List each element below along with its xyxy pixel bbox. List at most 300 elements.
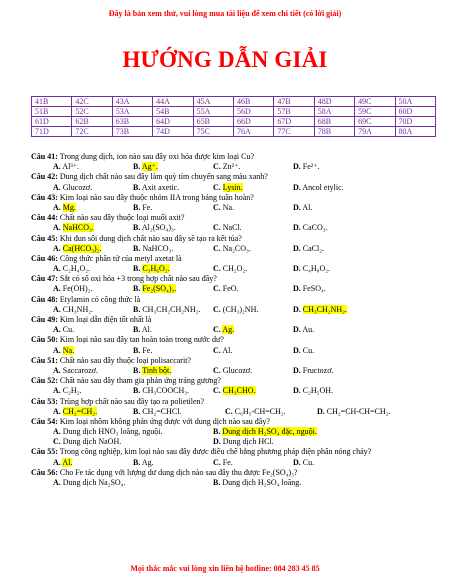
answer-key-cell: 44A xyxy=(153,97,193,107)
answer-key-cell: 43A xyxy=(112,97,152,107)
answer-option xyxy=(53,427,213,437)
answer-key-cell: 49C xyxy=(355,97,395,107)
option-text: Dung dịch H₂SO₄ loãng. xyxy=(222,478,302,487)
option-letter: A. xyxy=(53,243,61,253)
answer-key-cell: 55A xyxy=(193,107,233,117)
answer-key-table xyxy=(31,96,436,137)
option-text: Cu. xyxy=(302,457,315,467)
option-letter: A. xyxy=(53,264,61,274)
answer-option xyxy=(213,346,293,356)
answer-key-cell: 65B xyxy=(193,117,233,127)
question-stem xyxy=(31,335,441,345)
option-text: C₄H₈O₂. xyxy=(302,264,331,274)
answer-key-cell: 58A xyxy=(314,107,354,117)
question-number: Câu 47: xyxy=(31,274,58,284)
answer-options-row xyxy=(31,386,441,396)
answer-key-body xyxy=(32,97,436,137)
option-letter: C. xyxy=(53,437,61,447)
answer-key-row xyxy=(32,127,436,137)
answer-key-cell: 76A xyxy=(233,127,273,137)
answer-option xyxy=(213,244,293,254)
option-text: Fe. xyxy=(222,457,233,467)
option-text: Ag. xyxy=(141,457,154,467)
answer-key-cell: 51B xyxy=(32,107,72,117)
answer-options-row xyxy=(31,284,441,294)
question-stem xyxy=(31,254,441,264)
question-stem xyxy=(31,315,441,325)
question-text: Trùng hợp chất nào sau đây tạo ra polietilen? xyxy=(59,396,205,406)
answer-option xyxy=(53,325,133,335)
question-list xyxy=(31,152,441,488)
option-text: Cu. xyxy=(62,325,75,335)
answer-key-cell: 52C xyxy=(72,107,112,117)
answer-key-cell: 56D xyxy=(233,107,273,117)
answer-options-row xyxy=(31,366,441,376)
answer-option xyxy=(53,183,133,193)
answer-option xyxy=(133,346,213,356)
question-text: Chất nào sau đây thuộc loại muối axit? xyxy=(59,213,185,223)
question-number: Câu 41: xyxy=(31,152,58,161)
question-stem xyxy=(31,274,441,284)
answer-option xyxy=(213,366,293,376)
option-letter: D. xyxy=(293,345,301,355)
answer-key-cell: 77C xyxy=(274,127,314,137)
option-text: CH₂O₂. xyxy=(222,264,248,274)
option-letter: D. xyxy=(213,437,221,447)
answer-option xyxy=(53,203,133,213)
answer-option xyxy=(53,346,133,356)
correct-option-text: Ca(HCO₃)₂. xyxy=(62,243,102,253)
option-text: Fe²⁺. xyxy=(302,162,320,172)
answer-option xyxy=(133,264,213,274)
option-letter: D. xyxy=(293,304,301,314)
answer-options-row xyxy=(31,478,441,488)
question-text: Kim loại nào sau đây thuộc nhóm IIA trong bảng tuần hoàn? xyxy=(59,192,254,202)
option-text: Dung dịch HCl. xyxy=(222,437,274,447)
option-letter: A. xyxy=(53,304,61,314)
answer-key-cell: 41B xyxy=(32,97,72,107)
answer-option xyxy=(53,162,133,172)
option-letter: A. xyxy=(53,182,61,192)
option-letter: A. xyxy=(53,427,61,437)
question-stem xyxy=(31,447,441,457)
correct-option-text: Na. xyxy=(62,345,75,355)
correct-option-text: CH₂=CH₂. xyxy=(62,406,98,416)
option-letter: D. xyxy=(293,365,301,375)
option-text: C₂H₂. xyxy=(62,386,82,396)
answer-option xyxy=(293,366,373,376)
answer-option xyxy=(213,305,293,315)
question-number: Câu 51: xyxy=(31,355,58,365)
answer-key-cell: 75C xyxy=(193,127,233,137)
option-letter: A. xyxy=(53,406,61,416)
question-stem xyxy=(31,397,441,407)
answer-key-cell: 63B xyxy=(112,117,152,127)
option-letter: B. xyxy=(133,243,141,253)
answer-option xyxy=(133,407,225,417)
option-text: Dung dịch Na₂SO₄. xyxy=(62,478,126,487)
option-text: Glucozơ. xyxy=(62,182,93,192)
answer-option xyxy=(213,183,293,193)
answer-options-row xyxy=(31,458,441,468)
answer-option xyxy=(133,458,213,468)
question-text: Etylamin có công thức là xyxy=(59,294,141,304)
option-letter: D. xyxy=(293,386,301,396)
option-text: CH₂=CHCl. xyxy=(142,406,182,416)
option-letter: B. xyxy=(133,304,141,314)
option-text: CaCO₃. xyxy=(302,223,328,233)
option-letter: A. xyxy=(53,202,61,212)
option-letter: A. xyxy=(53,284,61,294)
answer-options-row xyxy=(31,407,441,417)
correct-option-text: Mg. xyxy=(62,202,76,212)
option-letter: D. xyxy=(293,325,301,335)
option-text: Al³⁺. xyxy=(62,162,79,172)
answer-option xyxy=(133,162,213,172)
answer-option xyxy=(293,284,373,294)
question-text: Trong công nghiệp, kim loại nào sau đây được điều chế bằng phương pháp điện phân nóng chảy? xyxy=(59,447,372,457)
question-text: Sắt có số oxi hóa +3 trong hợp chất nào sau đây? xyxy=(59,274,217,284)
answer-option xyxy=(213,458,293,468)
answer-key-cell: 48D xyxy=(314,97,354,107)
question-number: Câu 55: xyxy=(31,447,58,457)
option-text: Na. xyxy=(222,202,235,212)
answer-option xyxy=(133,386,213,396)
correct-option-text: C₃H₆O₂. xyxy=(142,264,170,274)
answer-key-cell: 66D xyxy=(233,117,273,127)
answer-key-cell: 72C xyxy=(72,127,112,137)
answer-key-cell: 67D xyxy=(274,117,314,127)
question-number: Câu 46: xyxy=(31,253,58,263)
option-letter: C. xyxy=(213,345,221,355)
option-text: Zn²⁺. xyxy=(222,162,241,172)
answer-option xyxy=(293,458,373,468)
question-text: Công thức phân tử của metyl axetat là xyxy=(59,253,182,263)
option-text: CH₃CH₂CH₂NH₂. xyxy=(142,304,201,314)
option-text: Al₂(SO₄)₃. xyxy=(141,223,176,233)
answer-options-row xyxy=(31,162,441,172)
option-letter: B. xyxy=(133,386,141,396)
answer-key-cell: 71D xyxy=(32,127,72,137)
answer-option xyxy=(53,223,133,233)
answer-option xyxy=(293,223,373,233)
answer-option xyxy=(53,305,133,315)
answer-options-row xyxy=(31,305,441,315)
option-text: (CH₃)₂NH. xyxy=(222,304,259,314)
option-letter: B. xyxy=(133,182,141,192)
option-text: Dung dịch NaOH. xyxy=(62,437,122,447)
option-text: Fe. xyxy=(142,202,153,212)
option-letter: B. xyxy=(133,406,141,416)
answer-key-cell: 59C xyxy=(355,107,395,117)
question-stem xyxy=(31,213,441,223)
correct-option-text: Ag. xyxy=(222,325,235,335)
option-letter: C. xyxy=(213,223,221,233)
option-text: C₆H₅-CH=CH₂. xyxy=(234,406,286,416)
option-letter: A. xyxy=(53,162,61,172)
option-text: Na₂CO₃. xyxy=(222,243,251,253)
option-text: CH₃NH₂. xyxy=(62,304,94,314)
option-letter: A. xyxy=(53,478,61,487)
option-text: CH₂=CH-CH=CH₂. xyxy=(326,406,391,416)
question-stem xyxy=(31,152,441,162)
option-letter: D. xyxy=(293,457,301,467)
option-letter: C. xyxy=(213,284,221,294)
question-text: Cho Fe tác dụng với lượng dư dung dịch nào sau đây thu được Fe₂(SO₄)₃? xyxy=(59,467,298,477)
option-letter: A. xyxy=(53,325,61,335)
question-text: Dung dịch chất nào sau đây làm quỳ tím chuyển sang màu xanh? xyxy=(59,172,268,182)
option-letter: C. xyxy=(225,406,233,416)
page-title: HƯỚNG DẪN GIẢI xyxy=(122,47,328,72)
answer-options-row xyxy=(31,223,441,233)
question-number: Câu 52: xyxy=(31,376,58,386)
option-letter: C. xyxy=(213,243,221,253)
hotline-footer: Mọi thắc mắc vui lòng xin liên hệ hotline: 084 283 45 85 xyxy=(130,564,320,573)
answer-key-cell: 60D xyxy=(395,107,435,117)
option-letter: D. xyxy=(293,284,301,294)
option-text: Au. xyxy=(302,325,315,335)
option-text: Axit axetic. xyxy=(141,182,180,192)
option-text: Dung dịch HNO₃ loãng, nguội. xyxy=(62,427,163,437)
option-letter: A. xyxy=(53,386,61,396)
question-stem xyxy=(31,468,441,478)
option-letter: C. xyxy=(213,386,221,396)
answer-option xyxy=(293,325,373,335)
option-letter: B. xyxy=(213,427,221,437)
answer-option xyxy=(133,183,213,193)
question-number: Câu 54: xyxy=(31,416,58,426)
answer-options-row xyxy=(31,325,441,335)
answer-option xyxy=(213,437,373,447)
question-text: Kim loại nhôm không phản ứng được với dung dịch nào sau đây? xyxy=(59,416,270,426)
answer-option xyxy=(133,305,213,315)
answer-option xyxy=(53,244,133,254)
answer-option xyxy=(213,386,293,396)
option-text: Cu. xyxy=(302,345,315,355)
option-letter: C. xyxy=(213,264,221,274)
correct-option-text: Fe₂(SO₄)₃. xyxy=(142,284,177,294)
answer-key-cell: 70D xyxy=(395,117,435,127)
answer-option xyxy=(213,284,293,294)
option-text: NaCl. xyxy=(222,223,242,233)
option-text: Al. xyxy=(222,345,233,355)
option-text: FeSO₄. xyxy=(302,284,326,294)
question-text: Kim loại nào sau đây tan hoàn toàn trong nước dư? xyxy=(59,335,224,345)
correct-option-text: Ag⁺. xyxy=(141,162,158,172)
answer-option xyxy=(53,407,133,417)
question-stem xyxy=(31,376,441,386)
answer-option xyxy=(225,407,317,417)
option-letter: A. xyxy=(53,457,61,467)
question-number: Câu 49: xyxy=(31,315,58,324)
option-letter: B. xyxy=(133,457,141,467)
correct-option-text: Tinh bột. xyxy=(142,365,172,375)
option-letter: B. xyxy=(133,162,141,172)
option-letter: D. xyxy=(293,223,301,233)
option-letter: C. xyxy=(213,202,221,212)
option-text: Saccarozơ. xyxy=(62,365,98,375)
option-text: Ancol etylic. xyxy=(302,182,344,192)
option-letter: B. xyxy=(133,284,141,294)
answer-option xyxy=(53,264,133,274)
option-letter: A. xyxy=(53,223,61,233)
question-number: Câu 48: xyxy=(31,294,58,304)
answer-key-cell: 62B xyxy=(72,117,112,127)
answer-key-cell: 54B xyxy=(153,107,193,117)
answer-key-row xyxy=(32,97,436,107)
answer-key-cell: 74D xyxy=(153,127,193,137)
question-stem xyxy=(31,417,441,427)
answer-key-cell: 42C xyxy=(72,97,112,107)
option-text: Al. xyxy=(141,325,152,335)
answer-option xyxy=(133,284,213,294)
answer-option xyxy=(213,162,293,172)
answer-key-row xyxy=(32,107,436,117)
answer-option xyxy=(213,264,293,274)
answer-option xyxy=(133,366,213,376)
correct-option-text: CH₃CHO. xyxy=(222,386,256,396)
answer-key-row xyxy=(32,117,436,127)
question-stem xyxy=(31,193,441,203)
correct-option-text: Dung dịch H₂SO₄ đặc, nguội. xyxy=(222,427,317,437)
option-text: CaCl₂. xyxy=(302,243,325,253)
answer-option xyxy=(133,244,213,254)
answer-option xyxy=(53,437,213,447)
option-letter: B. xyxy=(213,478,221,487)
option-letter: C. xyxy=(213,304,221,314)
option-letter: D. xyxy=(293,162,301,172)
answer-option xyxy=(53,478,213,488)
question-stem xyxy=(31,356,441,366)
option-text: CH₃COOCH₃. xyxy=(142,386,190,396)
answer-key-cell: 45A xyxy=(193,97,233,107)
answer-option xyxy=(293,183,373,193)
answer-option xyxy=(213,223,293,233)
option-letter: D. xyxy=(293,202,301,212)
option-letter: C. xyxy=(213,182,221,192)
question-number: Câu 43: xyxy=(31,192,58,202)
answer-key-cell: 47B xyxy=(274,97,314,107)
correct-option-text: NaHCO₃. xyxy=(62,223,94,233)
answer-option xyxy=(293,162,373,172)
answer-key-cell: 78B xyxy=(314,127,354,137)
option-letter: A. xyxy=(53,365,61,375)
question-text: Chất nào sau đây tham gia phản ứng tráng gương? xyxy=(59,376,221,386)
option-letter: B. xyxy=(133,202,141,212)
answer-key-cell: 80A xyxy=(395,127,435,137)
correct-option-text: Al. xyxy=(62,457,73,467)
option-letter: B. xyxy=(133,365,141,375)
question-number: Câu 50: xyxy=(31,335,58,345)
option-letter: D. xyxy=(293,182,301,192)
answer-options-row xyxy=(31,183,441,193)
answer-key-cell: 53A xyxy=(112,107,152,117)
answer-key-cell: 64D xyxy=(153,117,193,127)
answer-key-cell: 57B xyxy=(274,107,314,117)
question-number: Câu 53: xyxy=(31,396,58,406)
option-letter: A. xyxy=(53,345,61,355)
answer-options-row xyxy=(31,203,441,213)
answer-option xyxy=(293,386,373,396)
answer-key-cell: 61D xyxy=(32,117,72,127)
option-letter: B. xyxy=(133,223,141,233)
option-text: Fe. xyxy=(142,345,153,355)
option-letter: D. xyxy=(293,243,301,253)
question-stem xyxy=(31,295,441,305)
answer-option xyxy=(293,264,373,274)
option-letter: D. xyxy=(293,264,301,274)
question-text: Chất nào sau đây thuộc loại polisaccarit? xyxy=(59,355,191,365)
answer-key-cell: 50A xyxy=(395,97,435,107)
answer-key-cell: 46B xyxy=(233,97,273,107)
option-letter: C. xyxy=(213,457,221,467)
answer-key-cell: 79A xyxy=(355,127,395,137)
question-number: Câu 42: xyxy=(31,172,58,182)
answer-key-cell: 68B xyxy=(314,117,354,127)
option-letter: B. xyxy=(133,345,141,355)
answer-option xyxy=(317,407,397,417)
answer-options-row xyxy=(31,244,441,254)
answer-option xyxy=(293,346,373,356)
correct-option-text: Lysin. xyxy=(222,182,243,192)
answer-key-cell: 73B xyxy=(112,127,152,137)
option-text: C₂H₄O₂. xyxy=(62,264,91,274)
question-stem xyxy=(31,172,441,182)
answer-option xyxy=(293,305,373,315)
question-number: Câu 44: xyxy=(31,213,58,223)
answer-option xyxy=(53,284,133,294)
option-letter: B. xyxy=(133,325,141,335)
option-letter: C. xyxy=(213,325,221,335)
answer-option xyxy=(133,325,213,335)
question-text: Khi đun sôi dung dịch chất nào sau đây sẽ tạo ra kết tủa? xyxy=(59,233,242,243)
answer-option xyxy=(213,427,373,437)
answer-options-row xyxy=(31,437,441,447)
answer-option xyxy=(213,203,293,213)
answer-option xyxy=(53,458,133,468)
question-number: Câu 45: xyxy=(31,233,58,243)
option-letter: D. xyxy=(317,406,325,416)
answer-options-row xyxy=(31,346,441,356)
option-letter: B. xyxy=(133,264,141,274)
preview-notice: Đây là bản xem thử, vui lòng mua tài liệu để xem chi tiết (có lời giải) xyxy=(108,9,342,18)
answer-option xyxy=(293,244,373,254)
question-text: Kim loại dẫn điện tốt nhất là xyxy=(59,315,152,324)
option-text: Glucozơ. xyxy=(222,365,253,375)
question-number: Câu 56: xyxy=(31,467,58,477)
question-text: Trong dung dịch, ion nào sau đây oxi hóa được kim loại Cu? xyxy=(59,152,254,161)
option-letter: C. xyxy=(213,365,221,375)
option-text: NaHCO₃. xyxy=(142,243,174,253)
answer-option xyxy=(133,203,213,213)
option-letter: C. xyxy=(213,162,221,172)
answer-option xyxy=(293,203,373,213)
question-stem xyxy=(31,234,441,244)
answer-option xyxy=(53,366,133,376)
option-text: FeO. xyxy=(222,284,239,294)
option-text: Fe(OH)₂. xyxy=(62,284,93,294)
correct-option-text: CH₃CH₂NH₂. xyxy=(302,304,347,314)
answer-option xyxy=(213,325,293,335)
answer-options-row xyxy=(31,264,441,274)
answer-key-cell: 69C xyxy=(355,117,395,127)
option-text: C₂H₅OH. xyxy=(302,386,334,396)
option-text: Fructozơ. xyxy=(302,365,334,375)
answer-option xyxy=(213,478,373,488)
answer-options-row xyxy=(31,427,441,437)
answer-option xyxy=(133,223,213,233)
answer-option xyxy=(53,386,133,396)
